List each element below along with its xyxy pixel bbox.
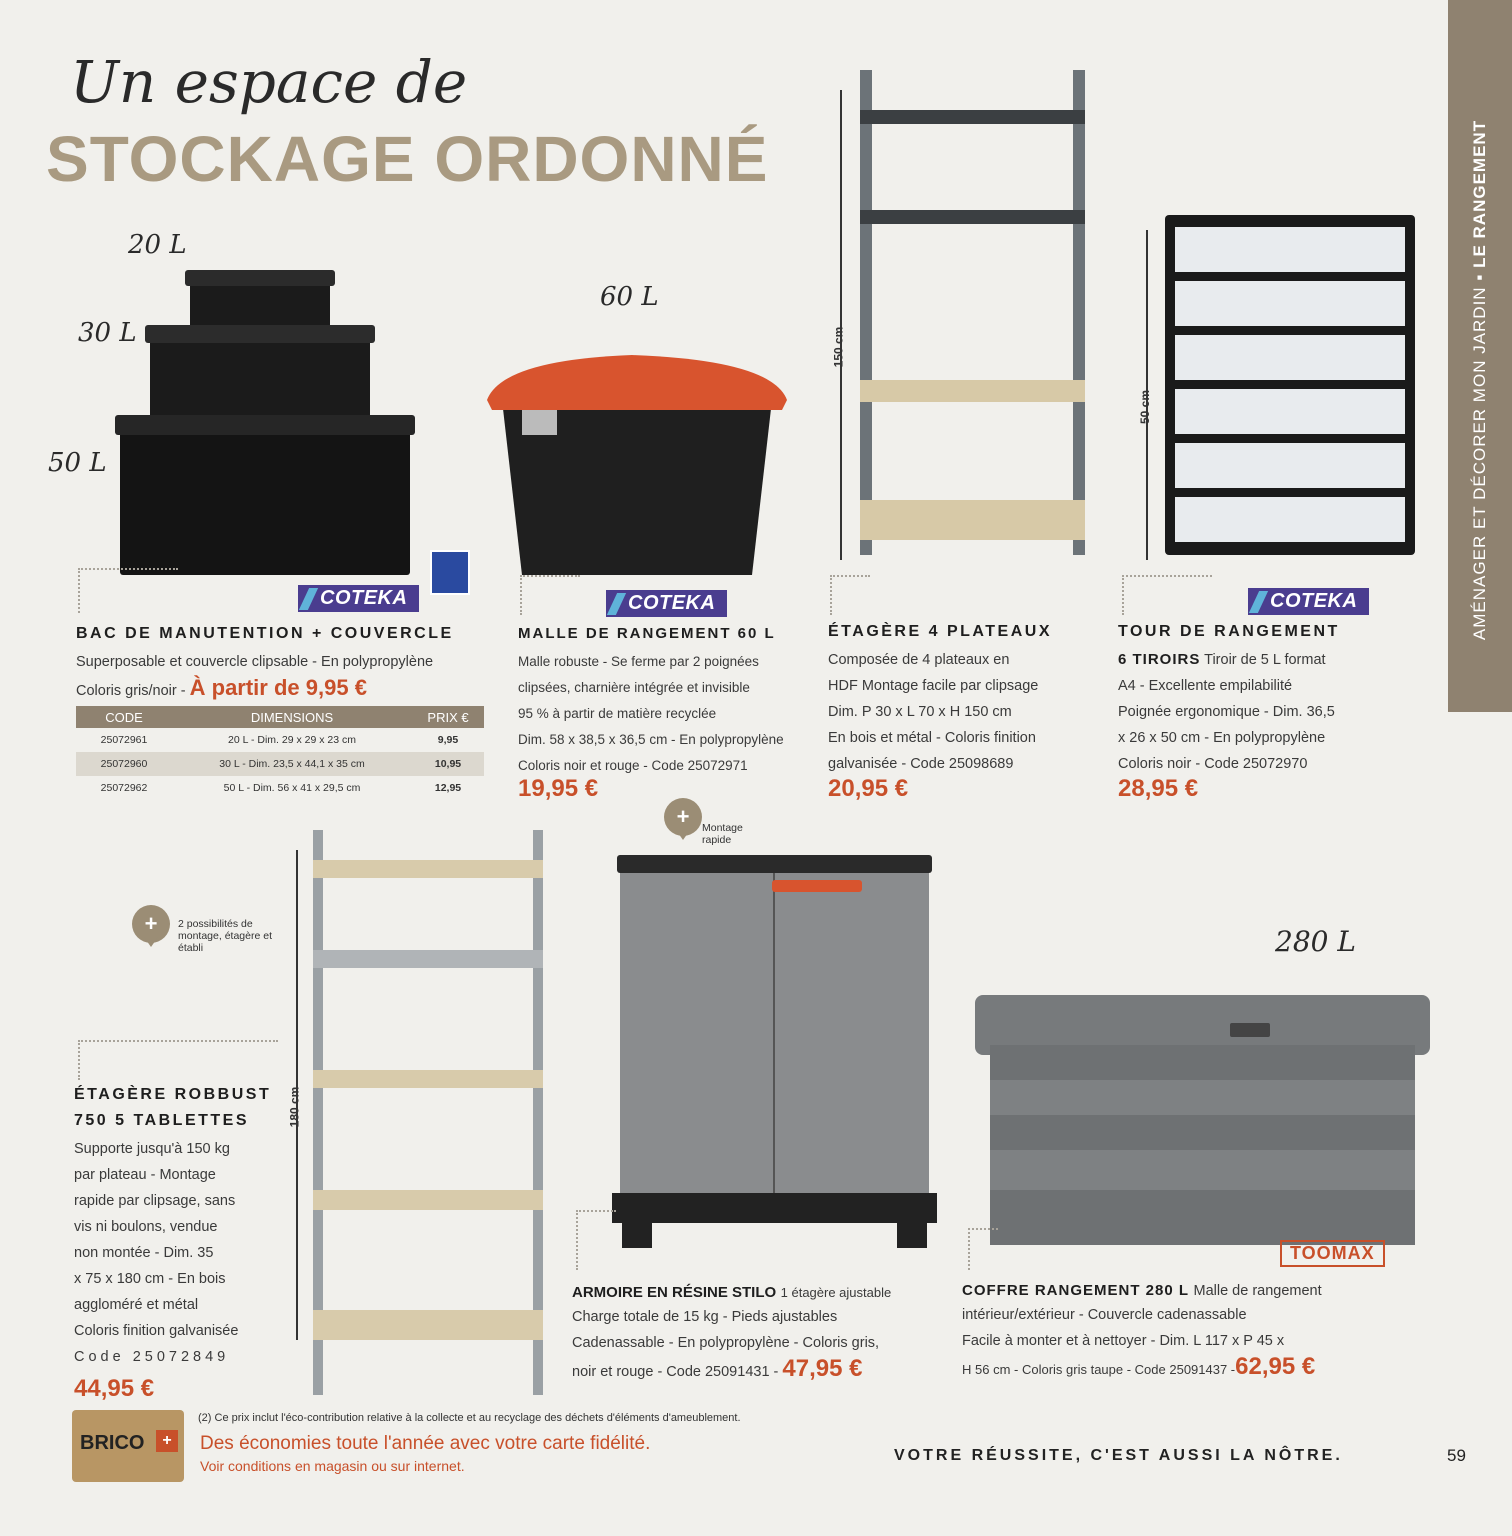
armoire-illustration <box>612 855 937 1255</box>
conditions-text: Voir conditions en magasin ou sur internet. <box>200 1458 465 1474</box>
coffre-illustration <box>975 985 1430 1255</box>
bac-dimensions-table <box>76 706 484 800</box>
bac-title: BAC DE MANUTENTION + COUVERCLE <box>76 625 454 642</box>
armoire-title: ARMOIRE EN RÉSINE STILO <box>572 1284 777 1301</box>
page-number: 59 <box>1447 1446 1466 1465</box>
bac-price: À partir de 9,95 € <box>189 675 367 700</box>
etagere4-height-line <box>840 90 842 560</box>
table-row: 25072960 30 L - Dim. 23,5 x 44,1 x 35 cm 10,95 <box>76 752 484 776</box>
volume-60: 60 L <box>600 282 659 312</box>
tour-brand-logo: COTEKA <box>1248 588 1369 615</box>
robbust-desc: Supporte jusqu'à 150 kg par plateau - Montage rapide par clipsage, sans vis ni boulons, vendue non montée - Dim. 35 x 75 x 180 cm - En bois aggloméré et métal Coloris finition galvanisée Code 25072849 <box>74 1141 239 1365</box>
coffre-title-line: COFFRE RANGEMENT 280 L Malle de rangement <box>962 1282 1322 1299</box>
col-dimensions: DIMENSIONS <box>172 706 412 728</box>
robbust-badge-note: 2 possibilités de montage, étagère et établi <box>178 918 272 954</box>
malle-brand-logo: COTEKA <box>606 590 727 617</box>
tour-price: 28,95 € <box>1118 775 1199 802</box>
footer-slogan: VOTRE RÉUSSITE, C'EST AUSSI LA NÔTRE. <box>894 1447 1343 1464</box>
malle-illustration <box>482 340 792 580</box>
plus-badge-icon: + <box>664 798 702 836</box>
page-title: STOCKAGE ORDONNÉ <box>46 123 769 195</box>
armoire-title-line: ARMOIRE EN RÉSINE STILO 1 étagère ajustable <box>572 1284 892 1301</box>
armoire-desc: Charge totale de 15 kg - Pieds ajustables Cadenassable - En polypropylène - Coloris gris, noir et rouge - Code 25091431 - 47,95 € <box>572 1309 880 1382</box>
robbust-price: 44,95 € <box>74 1375 155 1402</box>
robbust-height-label: 180 cm <box>287 1086 302 1128</box>
table-row: 25072961 20 L - Dim. 29 x 29 x 23 cm 9,95 <box>100 734 459 746</box>
coffre-title: COFFRE RANGEMENT 280 L <box>962 1282 1190 1299</box>
armoire-badge-note: Montage rapide <box>702 822 743 846</box>
armoire-price: 47,95 € <box>782 1355 863 1382</box>
eco-note: (2) Ce prix inclut l'éco-contribution relative à la collecte et au recyclage des déchets d'éléments d'ameublement. <box>198 1412 741 1424</box>
loyalty-card-label: BRICO <box>80 1432 145 1454</box>
fidelity-text: Des économies toute l'année avec votre carte fidélité. <box>200 1433 651 1454</box>
bins-illustration <box>110 255 430 585</box>
malle-title: MALLE DE RANGEMENT 60 L <box>518 625 776 642</box>
etagere4-height-label: 150 cm <box>831 326 846 368</box>
volume-20: 20 L <box>128 230 187 260</box>
volume-280: 280 L <box>1275 925 1356 958</box>
bac-brand-logo: COTEKA <box>298 585 419 612</box>
etagere4-price: 20,95 € <box>828 775 909 802</box>
etagere4-desc: Composée de 4 plateaux en HDF Montage facile par clipsage Dim. P 30 x L 70 x H 150 cm En bois et métal - Coloris finition galvanisée - Code 25098689 <box>828 652 1039 772</box>
plus-badge-icon: + <box>132 905 170 943</box>
etagere4-title: ÉTAGÈRE 4 PLATEAUX <box>828 623 1052 640</box>
sidebar-label: AMÉNAGER ET DÉCORER MON JARDIN ▪ LE RANGEMENT <box>1470 119 1489 641</box>
coffre-price: 62,95 € <box>1235 1353 1316 1380</box>
robbust-illustration <box>308 830 548 1400</box>
volume-30: 30 L <box>78 318 137 348</box>
etagere4-illustration <box>855 70 1090 560</box>
robbust-title: ÉTAGÈRE ROBBUST <box>74 1086 272 1103</box>
malle-price: 19,95 € <box>518 775 599 802</box>
volume-50: 50 L <box>48 448 107 478</box>
tour-height-label: 50 cm <box>1138 389 1153 425</box>
col-price: PRIX € <box>412 706 484 728</box>
made-in-france-badge <box>430 550 470 595</box>
loyalty-card <box>72 1410 184 1482</box>
bac-desc: Superposable et couvercle clipsable - En polypropylène <box>76 654 434 670</box>
robbust-title2: 750 5 TABLETTES <box>74 1112 250 1129</box>
bac-desc2: Coloris gris/noir - À partir de 9,95 € <box>76 675 367 700</box>
tour-illustration <box>1160 215 1420 560</box>
coffre-desc: intérieur/extérieur - Couvercle cadenassable Facile à monter et à nettoyer - Dim. L 117 x P 45 x H 56 cm - Coloris gris taupe - Code 25091437 -62,95 € <box>962 1307 1316 1380</box>
header-script: Un espace de <box>70 48 468 116</box>
tour-title: TOUR DE RANGEMENT <box>1118 623 1340 640</box>
table-row: 25072962 50 L - Dim. 56 x 41 x 29,5 cm 12,95 <box>100 782 462 794</box>
coffre-brand-logo: TOOMAX <box>1280 1240 1385 1267</box>
malle-desc: Malle robuste - Se ferme par 2 poignées clipsées, charnière intégrée et invisible 95 % à partir de matière recyclée Dim. 58 x 38,5 x 36,5 cm - En polypropylène Coloris noir et rouge - Code 25072971 <box>518 654 784 773</box>
tour-desc: 6 TIROIRS Tiroir de 5 L format A4 - Excellente empilabilité Poignée ergonomique - Dim. 36,5 x 26 x 50 cm - En polypropylène Coloris noir - Code 25072970 <box>1118 651 1335 772</box>
col-code: CODE <box>76 706 172 728</box>
plus-icon: + <box>156 1430 178 1452</box>
